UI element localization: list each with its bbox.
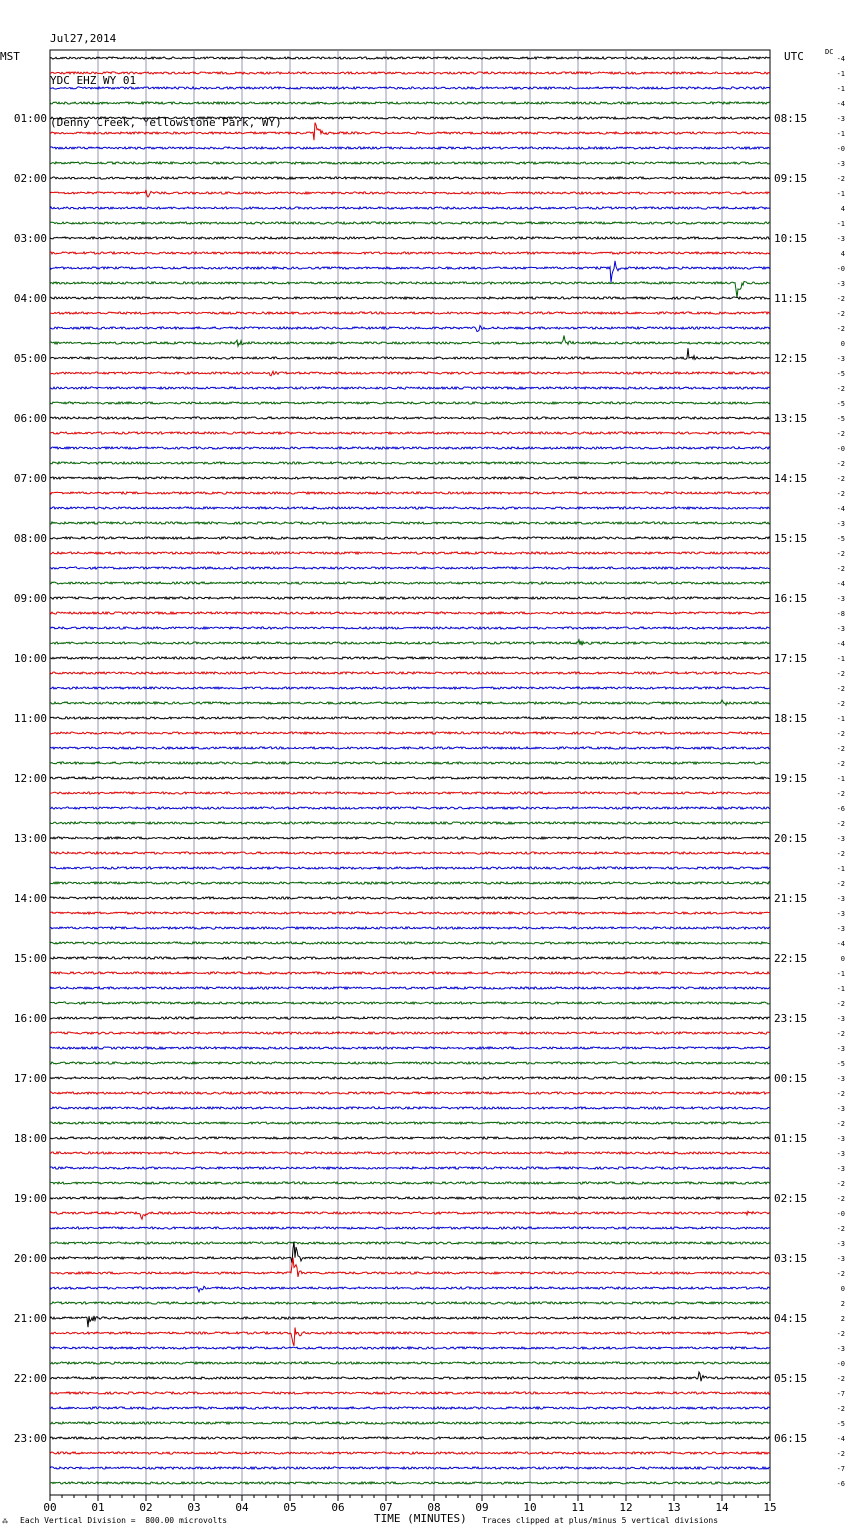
- left-hour-label: 18:00: [13, 1132, 47, 1145]
- x-tick-label: 01: [91, 1501, 105, 1514]
- dc-offset-label: -3: [836, 1135, 845, 1143]
- dc-offset-label: -1: [836, 220, 845, 228]
- dc-offset-label: -4: [836, 1435, 845, 1443]
- right-hour-label: 21:15: [774, 892, 808, 905]
- x-tick-label: 10: [523, 1501, 537, 1514]
- dc-offset-label: -1: [836, 715, 845, 723]
- left-hour-label: 03:00: [13, 232, 47, 245]
- trace-line: [50, 1392, 770, 1394]
- dc-offset-label: -3: [836, 895, 845, 903]
- dc-offset-label: -3: [836, 235, 845, 243]
- x-tick-label: 08: [427, 1501, 441, 1514]
- right-hour-label: 12:15: [774, 352, 808, 365]
- x-tick-label: 03: [187, 1501, 201, 1514]
- dc-offset-label: 0: [840, 1285, 845, 1293]
- trace-line: [50, 732, 770, 734]
- trace-line: [50, 1167, 770, 1169]
- trace-line: [50, 507, 770, 509]
- dc-offset-label: -1: [836, 130, 845, 138]
- dc-offset-label: -2: [836, 670, 845, 678]
- trace-line: [50, 72, 770, 74]
- trace-line: [50, 1437, 770, 1439]
- dc-offset-label: -2: [836, 1330, 845, 1338]
- left-hour-label: 04:00: [13, 292, 47, 305]
- dc-offset-label: -2: [836, 490, 845, 498]
- trace-line: [50, 972, 770, 974]
- right-hour-label: 06:15: [774, 1432, 808, 1445]
- trace-line: [50, 867, 770, 869]
- left-hour-label: 06:00: [13, 412, 47, 425]
- right-zone-label: UTC: [784, 50, 804, 63]
- trace-line: [50, 312, 770, 314]
- trace-line: [50, 1182, 770, 1184]
- dc-offset-label: -2: [836, 460, 845, 468]
- x-tick-label: 00: [43, 1501, 57, 1514]
- right-hour-label: 13:15: [774, 412, 808, 425]
- dc-offset-label: -6: [836, 1480, 845, 1488]
- dc-offset-label: -3: [836, 115, 845, 123]
- trace-line: [50, 1227, 770, 1229]
- dc-offset-label: -2: [836, 760, 845, 768]
- dc-offset-label: -2: [836, 325, 845, 333]
- left-zone-label: MST: [0, 50, 20, 63]
- axis-labels: [14, 55, 845, 1514]
- dc-offset-label: -3: [836, 1045, 845, 1053]
- dc-offset-label: -2: [836, 700, 845, 708]
- trace-line: [50, 1422, 770, 1424]
- left-hour-label: 01:00: [13, 112, 47, 125]
- left-hour-label: 23:00: [13, 1432, 47, 1445]
- dc-offset-label: -1: [836, 970, 845, 978]
- trace-line: [50, 822, 770, 824]
- dc-offset-label: -7: [836, 1465, 845, 1473]
- dc-offset-label: -2: [836, 1375, 845, 1383]
- left-hour-label: 12:00: [13, 772, 47, 785]
- trace-line: [50, 1017, 770, 1019]
- trace-line: [50, 1347, 770, 1349]
- right-hour-label: 23:15: [774, 1012, 808, 1025]
- left-hour-label: 11:00: [13, 712, 47, 725]
- dc-offset-label: -4: [836, 940, 845, 948]
- left-hour-label: 13:00: [13, 832, 47, 845]
- dc-offset-label: -4: [836, 640, 845, 648]
- trace-line: [50, 117, 770, 119]
- dc-offset-label: 0: [840, 340, 845, 348]
- trace-line: [50, 672, 770, 674]
- trace-line: [50, 261, 770, 283]
- trace-line: [50, 640, 770, 646]
- trace-line: [50, 942, 770, 944]
- dc-offset-label: 2: [840, 1300, 845, 1308]
- dc-offset-label: -3: [836, 835, 845, 843]
- trace-line: [50, 237, 770, 239]
- trace-line: [50, 1482, 770, 1484]
- right-hour-label: 08:15: [774, 112, 808, 125]
- trace-line: [50, 657, 770, 659]
- x-tick-label: 15: [763, 1501, 777, 1514]
- trace-line: [50, 252, 770, 254]
- dc-offset-label: -2: [836, 1195, 845, 1203]
- dc-offset-label: -3: [836, 355, 845, 363]
- trace-line: [50, 1242, 770, 1244]
- trace-line: [50, 1302, 770, 1304]
- trace-line: [50, 717, 770, 719]
- dc-offset-label: -3: [836, 280, 845, 288]
- dc-offset-label: -1: [836, 70, 845, 78]
- dc-offset-label: -3: [836, 520, 845, 528]
- dc-offset-label: -3: [836, 595, 845, 603]
- dc-offset-label: -5: [836, 1060, 845, 1068]
- trace-line: [50, 1122, 770, 1124]
- x-axis-label: TIME (MINUTES): [374, 1512, 467, 1525]
- x-tick-label: 12: [619, 1501, 633, 1514]
- trace-line: [50, 927, 770, 929]
- dc-offset-label: -3: [836, 1240, 845, 1248]
- left-hour-label: 07:00: [13, 472, 47, 485]
- scale-note: Each Vertical Division = 800.00 microvolts: [20, 1516, 228, 1525]
- dc-offset-label: -2: [836, 1000, 845, 1008]
- dc-offset-label: -3: [836, 1150, 845, 1158]
- dc-offset-label: -1: [836, 85, 845, 93]
- trace-line: [50, 371, 770, 376]
- dc-offset-label: -0: [836, 445, 845, 453]
- trace-line: [50, 987, 770, 989]
- x-tick-label: 06: [331, 1501, 345, 1514]
- x-tick-label: 09: [475, 1501, 489, 1514]
- trace-line: [50, 837, 770, 839]
- left-hour-label: 08:00: [13, 532, 47, 545]
- left-hour-label: 22:00: [13, 1372, 47, 1385]
- left-hour-label: 05:00: [13, 352, 47, 365]
- dc-offset-label: 2: [840, 1315, 845, 1323]
- trace-line: [50, 1197, 770, 1199]
- trace-line: [50, 447, 770, 449]
- dc-offset-label: -2: [836, 685, 845, 693]
- trace-line: [50, 1092, 770, 1094]
- trace-line: [50, 1062, 770, 1064]
- dc-offset-label: -2: [836, 1120, 845, 1128]
- dc-offset-label: -3: [836, 925, 845, 933]
- dc-offset-label: -2: [836, 730, 845, 738]
- clip-note: Traces clipped at plus/minus 5 vertical divisions: [482, 1516, 719, 1525]
- trace-line: [50, 336, 770, 347]
- left-hour-label: 17:00: [13, 1072, 47, 1085]
- dc-offset-label: -4: [836, 100, 845, 108]
- dc-offset-label: -4: [836, 580, 845, 588]
- left-hour-label: 20:00: [13, 1252, 47, 1265]
- trace-line: [50, 1286, 770, 1292]
- trace-line: [50, 1152, 770, 1154]
- trace-line: [50, 1467, 770, 1469]
- right-hour-label: 18:15: [774, 712, 808, 725]
- trace-line: [50, 102, 770, 104]
- trace-group: [50, 57, 770, 1484]
- header-channel: YDC EHZ WY 01: [50, 74, 137, 87]
- right-hour-label: 10:15: [774, 232, 808, 245]
- dc-offset-label: 0: [840, 955, 845, 963]
- dc-offset-label: -3: [836, 1015, 845, 1023]
- x-tick-label: 14: [715, 1501, 729, 1514]
- right-hour-label: 09:15: [774, 172, 808, 185]
- trace-line: [50, 1137, 770, 1139]
- trace-line: [50, 147, 770, 149]
- dc-offset-label: -1: [836, 655, 845, 663]
- dc-offset-label: -5: [836, 535, 845, 543]
- trace-line: [50, 387, 770, 389]
- x-tick-label: 13: [667, 1501, 681, 1514]
- dc-offset-label: -2: [836, 310, 845, 318]
- x-tick-label: 11: [571, 1501, 585, 1514]
- dc-offset-label: -2: [836, 175, 845, 183]
- dc-offset-label: -2: [836, 850, 845, 858]
- right-hour-label: 02:15: [774, 1192, 808, 1205]
- dc-offset-label: -2: [836, 385, 845, 393]
- trace-line: [50, 1242, 770, 1264]
- dc-offset-label: -5: [836, 370, 845, 378]
- trace-line: [50, 747, 770, 749]
- left-hour-label: 21:00: [13, 1312, 47, 1325]
- trace-line: [50, 87, 770, 89]
- right-hour-label: 05:15: [774, 1372, 808, 1385]
- dc-offset-label: -1: [836, 985, 845, 993]
- trace-line: [50, 207, 770, 209]
- footer-mark: ⁂: [2, 1518, 8, 1525]
- trace-line: [50, 777, 770, 779]
- dc-offset-label: -2: [836, 1090, 845, 1098]
- trace-line: [50, 348, 770, 359]
- trace-line: [50, 597, 770, 599]
- dc-offset-label: -5: [836, 1420, 845, 1428]
- dc-offset-label: -4: [836, 505, 845, 513]
- trace-line: [50, 852, 770, 854]
- trace-line: [50, 462, 770, 464]
- trace-line: [50, 1077, 770, 1079]
- dc-offset-label: -3: [836, 1165, 845, 1173]
- trace-line: [50, 222, 770, 224]
- trace-line: [50, 582, 770, 584]
- left-hour-label: 02:00: [13, 172, 47, 185]
- dc-offset-label: -3: [836, 1075, 845, 1083]
- trace-line: [50, 567, 770, 569]
- trace-line: [50, 1002, 770, 1004]
- trace-line: [50, 282, 770, 298]
- trace-line: [50, 326, 770, 332]
- trace-line: [50, 1316, 770, 1327]
- x-tick-label: 07: [379, 1501, 393, 1514]
- dc-label: DC: [825, 48, 834, 56]
- trace-line: [50, 552, 770, 554]
- dc-offset-label: -3: [836, 160, 845, 168]
- right-hour-label: 20:15: [774, 832, 808, 845]
- right-hour-label: 14:15: [774, 472, 808, 485]
- dc-offset-label: -2: [836, 1405, 845, 1413]
- dc-offset-label: -8: [836, 610, 845, 618]
- trace-line: [50, 1107, 770, 1109]
- dc-offset-label: -2: [836, 1450, 845, 1458]
- trace-line: [50, 912, 770, 914]
- trace-line: [50, 177, 770, 179]
- right-hour-label: 19:15: [774, 772, 808, 785]
- trace-line: [50, 417, 770, 419]
- trace-line: [50, 537, 770, 539]
- left-hour-label: 09:00: [13, 592, 47, 605]
- trace-line: [50, 1328, 770, 1346]
- dc-offset-label: -0: [836, 145, 845, 153]
- right-hour-label: 00:15: [774, 1072, 808, 1085]
- header-location: (Denny Creek, Yellowstone Park, WY): [50, 116, 282, 129]
- trace-line: [50, 762, 770, 764]
- trace-line: [50, 1211, 770, 1219]
- left-hour-label: 14:00: [13, 892, 47, 905]
- trace-line: [50, 612, 770, 614]
- dc-offset-label: -2: [836, 1180, 845, 1188]
- trace-line: [50, 522, 770, 524]
- right-hour-label: 01:15: [774, 1132, 808, 1145]
- trace-line: [50, 1258, 770, 1277]
- dc-offset-label: 4: [840, 250, 845, 258]
- trace-line: [50, 882, 770, 884]
- trace-line: [50, 1032, 770, 1034]
- dc-offset-label: -0: [836, 265, 845, 273]
- x-tick-label: 02: [139, 1501, 153, 1514]
- trace-line: [50, 1047, 770, 1049]
- dc-offset-label: -6: [836, 805, 845, 813]
- x-tick-label: 05: [283, 1501, 297, 1514]
- dc-offset-label: -2: [836, 550, 845, 558]
- dc-offset-label: -1: [836, 190, 845, 198]
- trace-line: [50, 700, 770, 705]
- dc-offset-label: -2: [836, 880, 845, 888]
- x-tick-label: 04: [235, 1501, 249, 1514]
- dc-offset-label: -3: [836, 1105, 845, 1113]
- trace-line: [50, 1372, 770, 1381]
- trace-line: [50, 807, 770, 809]
- dc-offset-label: -5: [836, 400, 845, 408]
- trace-line: [50, 1452, 770, 1454]
- left-hour-label: 19:00: [13, 1192, 47, 1205]
- dc-offset-label: -3: [836, 910, 845, 918]
- dc-offset-label: -2: [836, 475, 845, 483]
- trace-line: [50, 627, 770, 629]
- dc-offset-label: -1: [836, 775, 845, 783]
- dc-offset-label: -3: [836, 625, 845, 633]
- left-hour-label: 15:00: [13, 952, 47, 965]
- trace-line: [50, 897, 770, 899]
- right-hour-label: 15:15: [774, 532, 808, 545]
- trace-line: [50, 687, 770, 689]
- trace-line: [50, 190, 770, 197]
- trace-line: [50, 432, 770, 434]
- left-hour-label: 10:00: [13, 652, 47, 665]
- dc-offset-label: -3: [836, 1255, 845, 1263]
- right-hour-label: 11:15: [774, 292, 808, 305]
- dc-offset-label: -2: [836, 1270, 845, 1278]
- trace-line: [50, 57, 770, 59]
- trace-line: [50, 123, 770, 141]
- right-hour-label: 17:15: [774, 652, 808, 665]
- dc-offset-label: -1: [836, 865, 845, 873]
- right-hour-label: 04:15: [774, 1312, 808, 1325]
- dc-offset-label: -2: [836, 430, 845, 438]
- header-date: Jul27,2014: [50, 32, 117, 45]
- dc-offset-label: -2: [836, 1030, 845, 1038]
- dc-offset-label: -2: [836, 745, 845, 753]
- right-hour-label: 03:15: [774, 1252, 808, 1265]
- trace-line: [50, 1362, 770, 1364]
- dc-offset-label: -4: [836, 55, 845, 63]
- dc-offset-label: -0: [836, 1360, 845, 1368]
- trace-line: [50, 957, 770, 959]
- dc-offset-label: -2: [836, 295, 845, 303]
- trace-line: [50, 492, 770, 494]
- trace-line: [50, 402, 770, 404]
- right-hour-label: 22:15: [774, 952, 808, 965]
- dc-offset-label: 4: [840, 205, 845, 213]
- dc-offset-label: -2: [836, 565, 845, 573]
- left-hour-label: 16:00: [13, 1012, 47, 1025]
- trace-line: [50, 297, 770, 299]
- dc-offset-label: -0: [836, 1210, 845, 1218]
- dc-offset-label: -7: [836, 1390, 845, 1398]
- dc-offset-label: -2: [836, 790, 845, 798]
- trace-line: [50, 477, 770, 479]
- dc-offset-label: -3: [836, 1345, 845, 1353]
- trace-line: [50, 1407, 770, 1409]
- dc-offset-label: -2: [836, 820, 845, 828]
- dc-offset-label: -2: [836, 1225, 845, 1233]
- trace-line: [50, 162, 770, 164]
- right-hour-label: 16:15: [774, 592, 808, 605]
- trace-line: [50, 792, 770, 794]
- dc-offset-label: -5: [836, 415, 845, 423]
